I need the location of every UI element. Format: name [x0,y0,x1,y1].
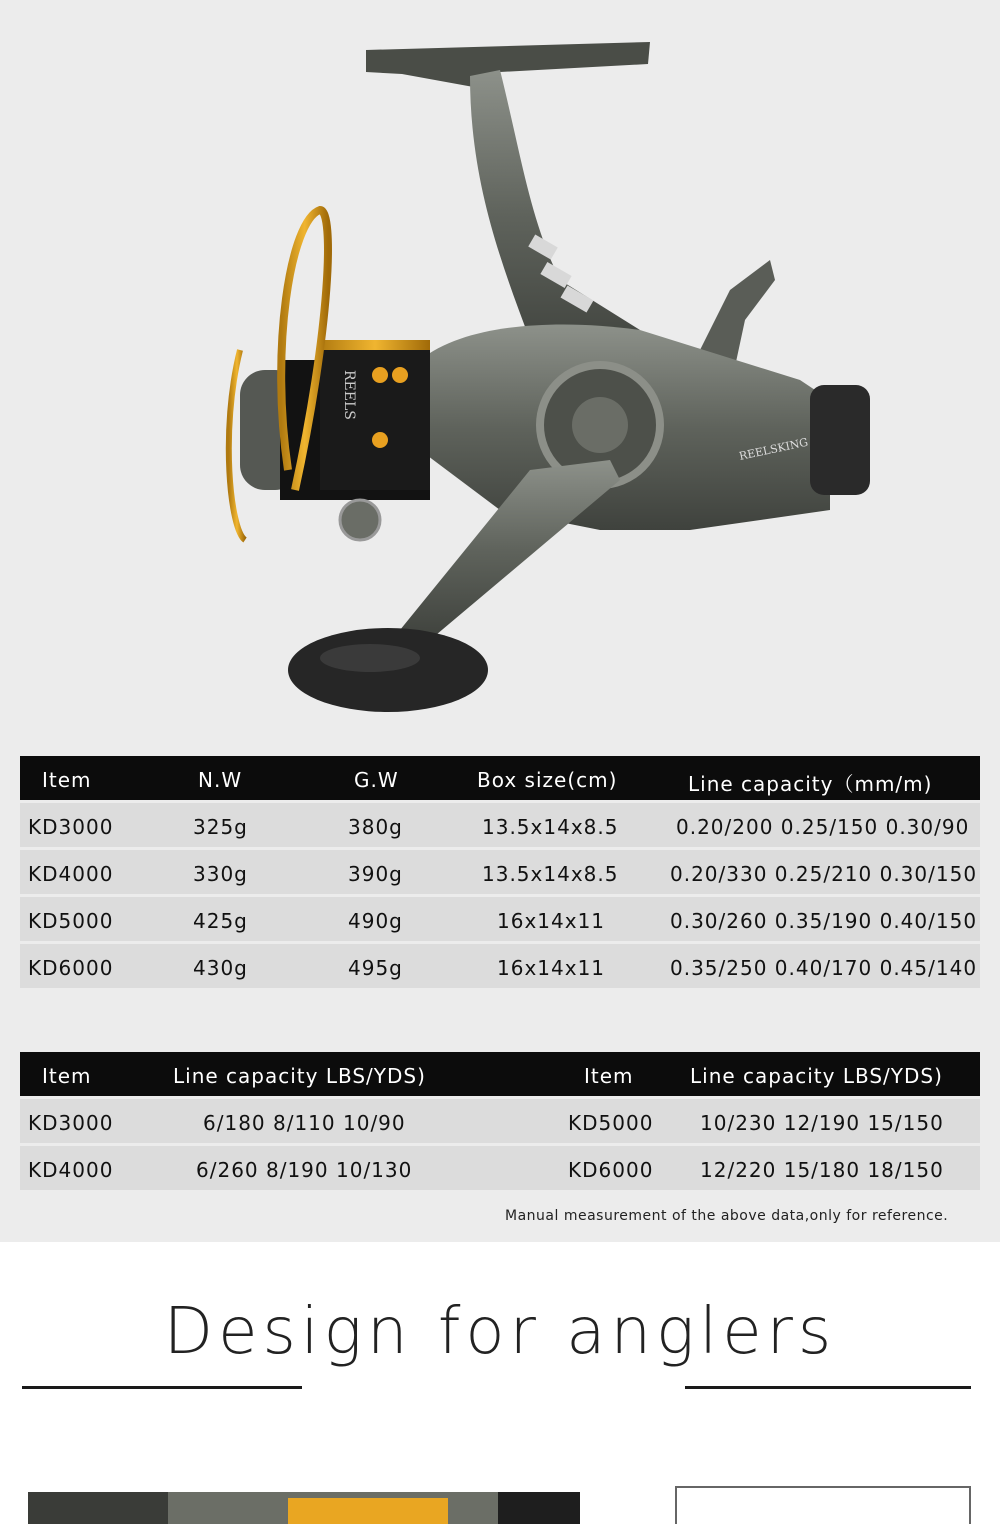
cell-line-capacity: 6/180 8/110 10/90 [203,1111,406,1135]
header-box-size: Box size(cm) [477,768,618,792]
cell-item: KD5000 [28,909,114,933]
table-row [20,897,980,941]
table-row [20,803,980,847]
header-line-capacity-lbs: Line capacity LBS/YDS) [173,1064,426,1088]
cell-nw: 325g [193,815,248,839]
cell-line-capacity: 0.20/200 0.25/150 0.30/90 [676,815,970,839]
section-title: Design for anglers [163,1295,837,1369]
cell-item: KD4000 [28,1158,114,1182]
reel-detail-photo [28,1492,580,1524]
cell-box-size: 13.5x14x8.5 [482,862,619,886]
cell-line-capacity: 0.30/260 0.35/190 0.40/150 [670,909,978,933]
cell-gw: 490g [348,909,403,933]
cell-item-2: KD5000 [568,1111,654,1135]
table-row [20,850,980,894]
cell-line-capacity-2: 12/220 15/180 18/150 [700,1158,944,1182]
cell-box-size: 16x14x11 [497,909,606,933]
cell-nw: 425g [193,909,248,933]
svg-text:REELS: REELS [341,370,357,420]
cell-gw: 380g [348,815,403,839]
cell-line-capacity: 0.35/250 0.40/170 0.45/140 [670,956,978,980]
svg-text:REELSKING: REELSKING [737,435,810,463]
detail-frame [675,1486,971,1524]
lbs-table [20,1052,980,1190]
measurement-note: Manual measurement of the above data,only for reference. [505,1208,949,1224]
header-item: Item [42,768,92,792]
cell-item: KD4000 [28,862,114,886]
header-item-2: Item [584,1064,634,1088]
cell-line-capacity-2: 10/230 12/190 15/150 [700,1111,944,1135]
cell-item-2: KD6000 [568,1158,654,1182]
cell-line-capacity: 0.20/330 0.25/210 0.30/150 [670,862,978,886]
cell-nw: 330g [193,862,248,886]
title-divider-right [685,1386,971,1389]
table-row [20,1099,980,1143]
spec-table-header [20,756,980,800]
cell-item: KD3000 [28,1111,114,1135]
header-line-capacity-lbs-2: Line capacity LBS/YDS) [690,1064,943,1088]
table-row [20,1146,980,1190]
cell-item: KD3000 [28,815,114,839]
cell-box-size: 16x14x11 [497,956,606,980]
cell-box-size: 13.5x14x8.5 [482,815,619,839]
title-divider-left [22,1386,302,1389]
header-line-capacity: Line capacity（mm/m) [688,772,933,796]
spec-table [20,756,980,988]
fishing-reel-image [170,30,890,730]
cell-gw: 495g [348,956,403,980]
header-nw: N.W [198,768,243,792]
cell-gw: 390g [348,862,403,886]
cell-nw: 430g [193,956,248,980]
lbs-table-header [20,1052,980,1096]
header-item: Item [42,1064,92,1088]
cell-item: KD6000 [28,956,114,980]
cell-line-capacity: 6/260 8/190 10/130 [196,1158,413,1182]
table-row [20,944,980,988]
header-gw: G.W [354,768,399,792]
